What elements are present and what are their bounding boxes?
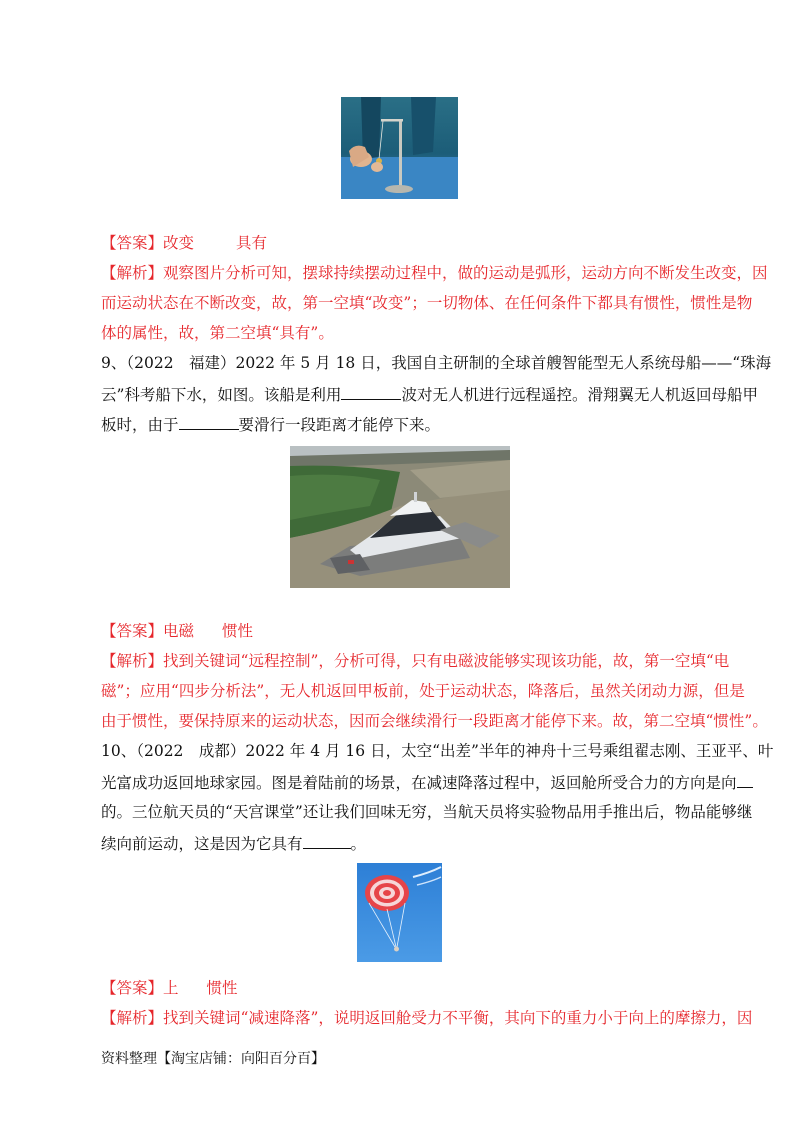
- q8-analysis-line-2: 而运动状态在不断改变，故，第一空填“改变”；一切物体、在任何条件下都具有惯性，惯性是物: [101, 294, 753, 312]
- q8-analysis-line-3: 体的属性，故，第二空填“具有”。: [101, 324, 334, 342]
- answer-prefix: 【答案】: [101, 234, 164, 252]
- q8-analysis-line-1: 【解析】观察图片分析可知，摆球持续摆动过程中，做的运动是弧形，运动方向不断发生改变，因: [101, 264, 768, 282]
- pendulum-photo: [341, 97, 458, 199]
- q10-answer: [101, 978, 238, 998]
- q10-question-line-4: 续向前运动，这是因为它具有 。: [101, 835, 367, 853]
- q9-analysis-line-1: 【解析】找到关键词“远程控制”，分析可得，只有电磁波能够实现该功能，故，第一空填“电: [101, 652, 730, 670]
- answer-blank: [179, 414, 239, 430]
- q10-analysis-line-1: 【解析】找到关键词“减速降落”，说明返回舱受力不平衡，其向下的重力小于向上的摩擦力，因: [101, 1009, 753, 1027]
- answer-2: 惯性: [222, 622, 254, 640]
- q10-question-line-2: 光富成功返回地球家园。图是着陆前的场景，在减速降落过程中，返回舱所受合力的方向是向: [101, 772, 753, 793]
- answer-1: 电磁: [163, 622, 195, 640]
- answer-2: 具有: [236, 234, 268, 252]
- answer-blank: [341, 384, 401, 400]
- q8-answer: [101, 233, 267, 253]
- page-footer: 资料整理【淘宝店铺：向阳百分百】: [101, 1051, 325, 1067]
- ship-photo: [290, 446, 510, 588]
- answer-prefix: 【答案】: [101, 622, 164, 640]
- analysis-prefix: 【解析】: [101, 652, 164, 670]
- q9-analysis-line-2: 磁”；应用“四步分析法”，无人机返回甲板前，处于运动状态，降落后，虽然关闭动力源，但是: [101, 682, 745, 700]
- answer-2: 惯性: [206, 979, 238, 997]
- analysis-prefix: 【解析】: [101, 264, 164, 282]
- parachute-photo: [357, 863, 442, 962]
- q9-question-line-2: 云”科考船下水，如图。该船是利用 波对无人机进行远程遥控。滑翔翼无人机返回母船甲: [101, 386, 758, 404]
- q9-question-line-1: 9、（2022 福建）2022 年 5 月 18 日，我国自主研制的全球首艘智能型无人系统母船——“珠海: [101, 354, 772, 372]
- q9-question-line-3: 板时，由于 要滑行一段距离才能停下来。: [101, 416, 441, 434]
- answer-prefix: 【答案】: [101, 979, 164, 997]
- answer-1: 上: [163, 979, 179, 997]
- q10-question-line-3: 的。三位航天员的“天宫课堂”还让我们回味无穷，当航天员将实验物品用手推出后，物品能够继: [101, 803, 753, 821]
- analysis-prefix: 【解析】: [101, 1009, 164, 1027]
- q9-analysis-line-3: 由于惯性，要保持原来的运动状态，因而会继续滑行一段距离才能停下来。故，第二空填“惯性”。: [101, 712, 768, 730]
- answer-blank: [737, 772, 753, 788]
- q9-answer: [101, 621, 253, 641]
- answer-1: 改变: [163, 234, 195, 252]
- answer-blank: [303, 833, 351, 849]
- q10-question-line-1: 10、（2022 成都）2022 年 4 月 16 日，太空“出差”半年的神舟十三号乘组翟志刚、王亚平、叶: [101, 742, 774, 760]
